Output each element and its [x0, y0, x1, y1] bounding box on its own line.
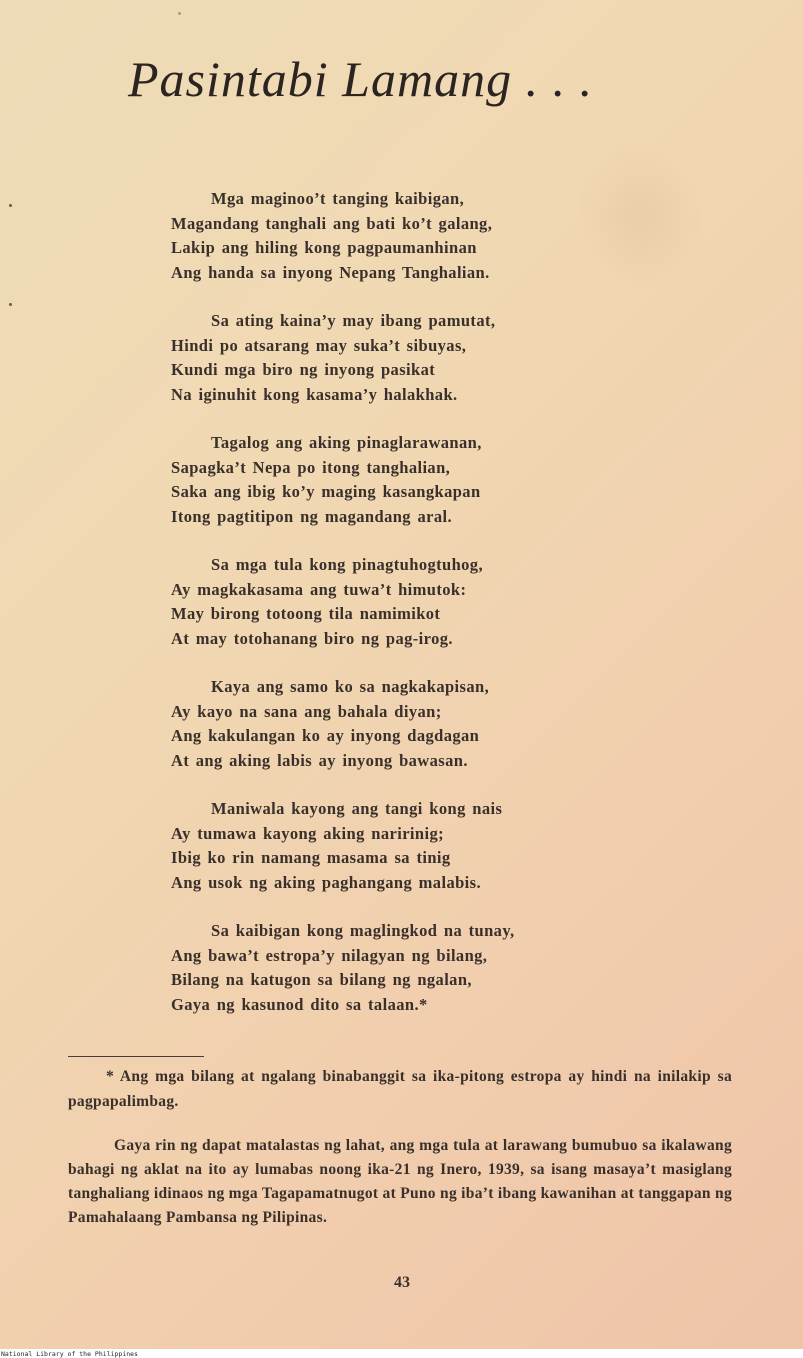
poem-line: Sapagka’t Nepa po itong tanghalian,: [171, 457, 451, 477]
footnote: * Ang mga bilang at ngalang binabanggit sa ika-pitong estropa ay hindi na inilakip sa pagpapalimbag.: [68, 1068, 732, 1110]
poem-line: Saka ang ibig ko’y maging kasangkapan: [171, 482, 481, 501]
margin-mark: [9, 204, 12, 207]
stanza: [171, 919, 731, 1017]
footnote-divider: [68, 1056, 204, 1057]
poem-line: Hindi po atsarang may suka’t sibuyas,: [171, 335, 467, 355]
poem-line: Lakip ang hiling kong pagpaumanhinan: [171, 238, 477, 257]
poem: [171, 187, 731, 1041]
poem-line: Bilang na katugon sa bilang ng ngalan,: [171, 970, 472, 989]
library-credit: National Library of the Philippines: [1, 1350, 138, 1358]
page-number: 43: [394, 1274, 410, 1291]
poem-line: Sa ating kaina’y may ibang pamutat,: [211, 311, 496, 330]
poem-line: Sa kaibigan kong maglingkod na tunay,: [211, 921, 515, 940]
poem-line: Kundi mga biro ng inyong pasikat: [171, 360, 436, 379]
page-title: Pasintabi Lamang . . .: [128, 51, 594, 107]
poem-line: Ay kayo na sana ang bahala diyan;: [171, 701, 442, 721]
poem-line: Mga maginoo’t tanging kaibigan,: [211, 189, 465, 208]
poem-line: Magandang tanghali ang bati ko’t galang,: [171, 213, 493, 233]
poem-line: Sa mga tula kong pinagtuhogtuhog,: [211, 555, 483, 574]
stanza: [171, 675, 731, 773]
poem-line: Ibig ko rin namang masama sa tinig: [171, 848, 451, 867]
stanza: [171, 187, 731, 285]
stanza: [171, 309, 731, 407]
stanza: [171, 797, 731, 895]
poem-line: May birong totoong tila namimikot: [171, 604, 441, 623]
poem-line: Maniwala kayong ang tangi kong nais: [211, 799, 503, 818]
poem-line: Na iginuhit kong kasama’y halakhak.: [171, 384, 458, 404]
poem-line: Ay magkakasama ang tuwa’t himutok:: [171, 579, 467, 599]
stanza: [171, 431, 731, 529]
poem-line: Ang kakulangan ko ay inyong dagdagan: [171, 726, 480, 745]
margin-mark: [178, 12, 181, 15]
stanza: [171, 553, 731, 651]
poem-line: At ang aking labis ay inyong bawasan.: [171, 750, 468, 770]
poem-line: Itong pagtitipon ng magandang aral.: [171, 506, 453, 526]
poem-line: Gaya ng kasunod dito sa talaan.*: [171, 994, 428, 1014]
poem-line: At may totohanang biro ng pag-irog.: [171, 628, 453, 648]
poem-line: Ang handa sa inyong Nepang Tanghalian.: [171, 262, 490, 282]
poem-line: Ang bawa’t estropa’y nilagyan ng bilang,: [171, 945, 488, 965]
margin-mark: [9, 303, 12, 306]
poem-line: Ang usok ng aking paghangang malabis.: [171, 872, 481, 892]
publication-note: Gaya rin ng dapat matalastas ng lahat, ang mga tula at larawang bumubuo sa ikalawang bahagi ng aklat na ito ay lumabas noong ika-21 ng Inero, 1939, sa isang masaya’t masiglang tanghaliang idinaos ng mga Tagapamatnugot at Puno ng iba’t ibang kawanihan at tanggapan ng Pamahalaang Pambansa ng Pilipinas.: [68, 1137, 732, 1226]
poem-line: Kaya ang samo ko sa nagkakapisan,: [211, 677, 490, 696]
poem-line: Tagalog ang aking pinaglarawanan,: [211, 433, 482, 452]
poem-line: Ay tumawa kayong aking naririnig;: [171, 823, 445, 843]
